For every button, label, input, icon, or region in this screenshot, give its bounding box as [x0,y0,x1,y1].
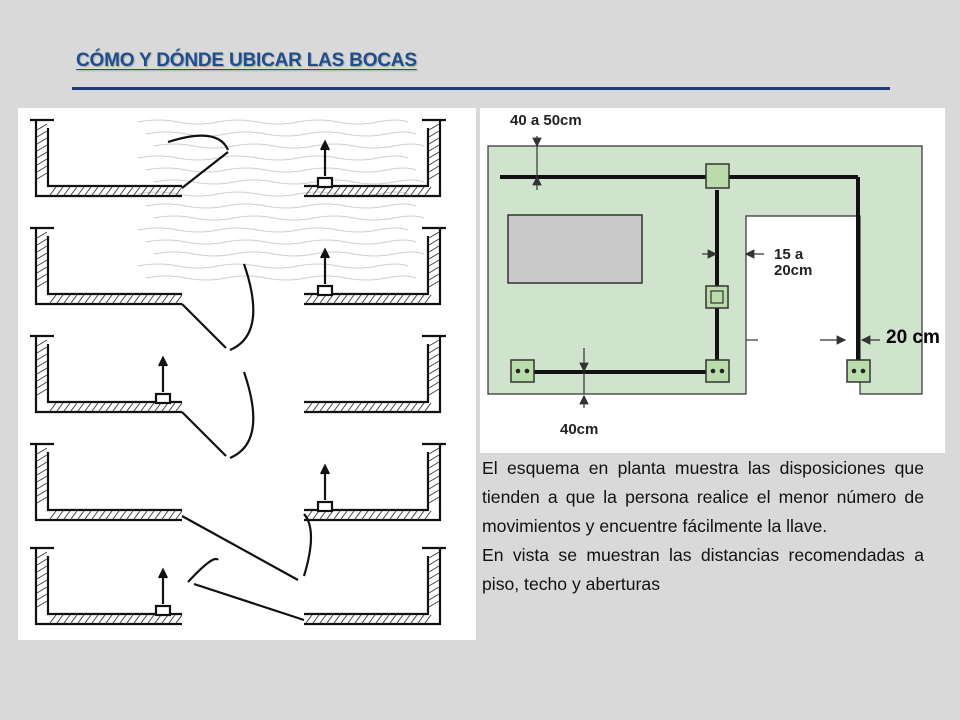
outlet-right [847,360,870,382]
plan-sketch-3 [30,336,446,458]
window [508,215,642,283]
dimension-label-side-line2: 20cm [774,262,813,279]
plan-sketch-4 [30,444,446,580]
plan-sketch-2 [30,228,446,350]
plan-sketch-1 [30,120,446,196]
outlet-center [706,360,729,382]
junction-box [706,164,729,188]
slide-title: CÓMO Y DÓNDE UBICAR LAS BOCAS [76,50,417,71]
light-switch [706,286,728,308]
paragraph-1: El esquema en planta muestra las disposiciones que tienden a que la persona realice el menor número de movimientos y encuentre fácilmente la llave. [482,458,924,536]
elevation-figure [480,108,945,453]
outlet-left [511,360,534,382]
title-rule [72,87,890,90]
elevation-drawing [480,108,945,453]
dimension-label-top: 40 a 50cm [510,112,582,129]
paragraph-2: En vista se muestran las distancias recomendadas a piso, techo y aberturas [482,545,924,594]
scan-texture [138,120,424,280]
plan-sketch-5 [30,548,446,624]
dimension-label-side-line1: 15 a [774,246,804,263]
dimension-label-bottom: 40cm [560,421,599,438]
dimension-label-right: 20 cm [886,327,940,348]
floor-plan-drawing [18,108,476,640]
dimension-label-side [774,247,812,279]
floor-plan-figure [18,108,476,640]
description-text [482,454,924,599]
